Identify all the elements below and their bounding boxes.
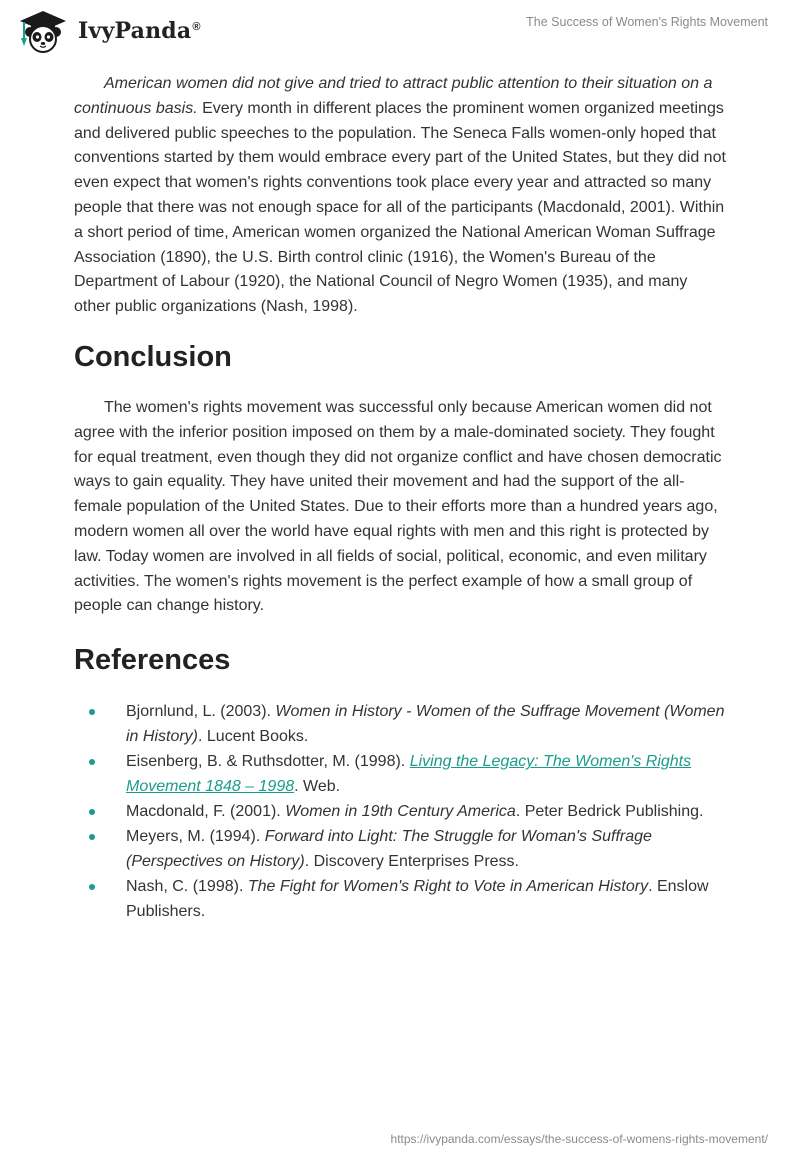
- conclusion-heading: Conclusion: [74, 340, 232, 373]
- bullet-icon: [89, 834, 95, 840]
- reference-link[interactable]: Living the Legacy: The Women's Rights Movement 1848 – 1998: [126, 753, 692, 796]
- references-heading: References: [74, 644, 231, 677]
- intro-text: Every month in different places the prominent women organized meetings and delivered public speeches to the population. The Seneca Falls women-only hoped that conventions started by them would embrace every part of the United States, but they did not even expect that women's rights conventions took place every year and attracted so many people that there was not enough space for all of the participants (Macdonald, 2001). Within a short period of time, American women organized the National American Woman Suffrage Association (1890), the U.S. Birth control clinic (1916), the Women's Bureau of the Department of Labour (1920), the National Council of Negro Women (1935), and many other public organizations (Nash, 1998).: [74, 99, 726, 316]
- intro-paragraph: [74, 72, 726, 320]
- references-list: [74, 699, 726, 924]
- intro-italic-sentence: American women did not give and tried to attract public attention to their situation on a continuous basis.: [74, 75, 713, 117]
- reference-title: Women in History - Women of the Suffrage Movement (Women in History): [126, 703, 725, 746]
- bullet-icon: [89, 759, 95, 765]
- bullet-icon: [89, 884, 95, 890]
- panda-graduate-icon: [14, 8, 72, 54]
- footer-url[interactable]: https://ivypanda.com/essays/the-success-of-womens-rights-movement/: [390, 1132, 768, 1146]
- bullet-icon: [89, 809, 95, 815]
- essay-content: [74, 72, 726, 924]
- logo-text: IvyPanda®: [78, 18, 201, 44]
- reference-item: Eisenberg, B. & Ruthsdotter, M. (1998). Living the Legacy: The Women's Rights Movement 1848 – 1998. Web.: [74, 749, 726, 799]
- conclusion-paragraph: The women's rights movement was successful only because American women did not agree with the inferior position imposed on them by a male-dominated society. They fought for equal treatment, even though they did not organize conflict and have chosen democratic ways to gain equality. They have united their movement and had the support of the all-female population of the United States. Due to their efforts more than a hundred years ago, modern women all over the world have equal rights with men and this right is protected by law. Today women are involved in all fields of social, political, economic, and even military activities. The women's rights movement is the perfect example of how a small group of people can change history.: [74, 398, 722, 615]
- page-header: [0, 0, 800, 60]
- reference-item: Meyers, M. (1994). Forward into Light: The Struggle for Woman's Suffrage (Perspectives on History). Discovery Enterprises Press.: [74, 824, 726, 874]
- reference-item: Bjornlund, L. (2003). Women in History - Women of the Suffrage Movement (Women in History). Lucent Books.: [74, 699, 726, 749]
- reference-title: Women in 19th Century America: [285, 803, 516, 821]
- reference-item: Macdonald, F. (2001). Women in 19th Century America. Peter Bedrick Publishing.: [74, 799, 726, 824]
- reference-title: Forward into Light: The Struggle for Woman's Suffrage (Perspectives on History): [126, 828, 652, 871]
- bullet-icon: [89, 709, 95, 715]
- ivypanda-logo[interactable]: [14, 8, 201, 54]
- reference-title: The Fight for Women's Right to Vote in American History: [247, 878, 649, 896]
- document-title: The Success of Women's Rights Movement: [526, 15, 768, 29]
- reference-item: Nash, C. (1998). The Fight for Women's Right to Vote in American History. Enslow Publishers.: [74, 874, 726, 924]
